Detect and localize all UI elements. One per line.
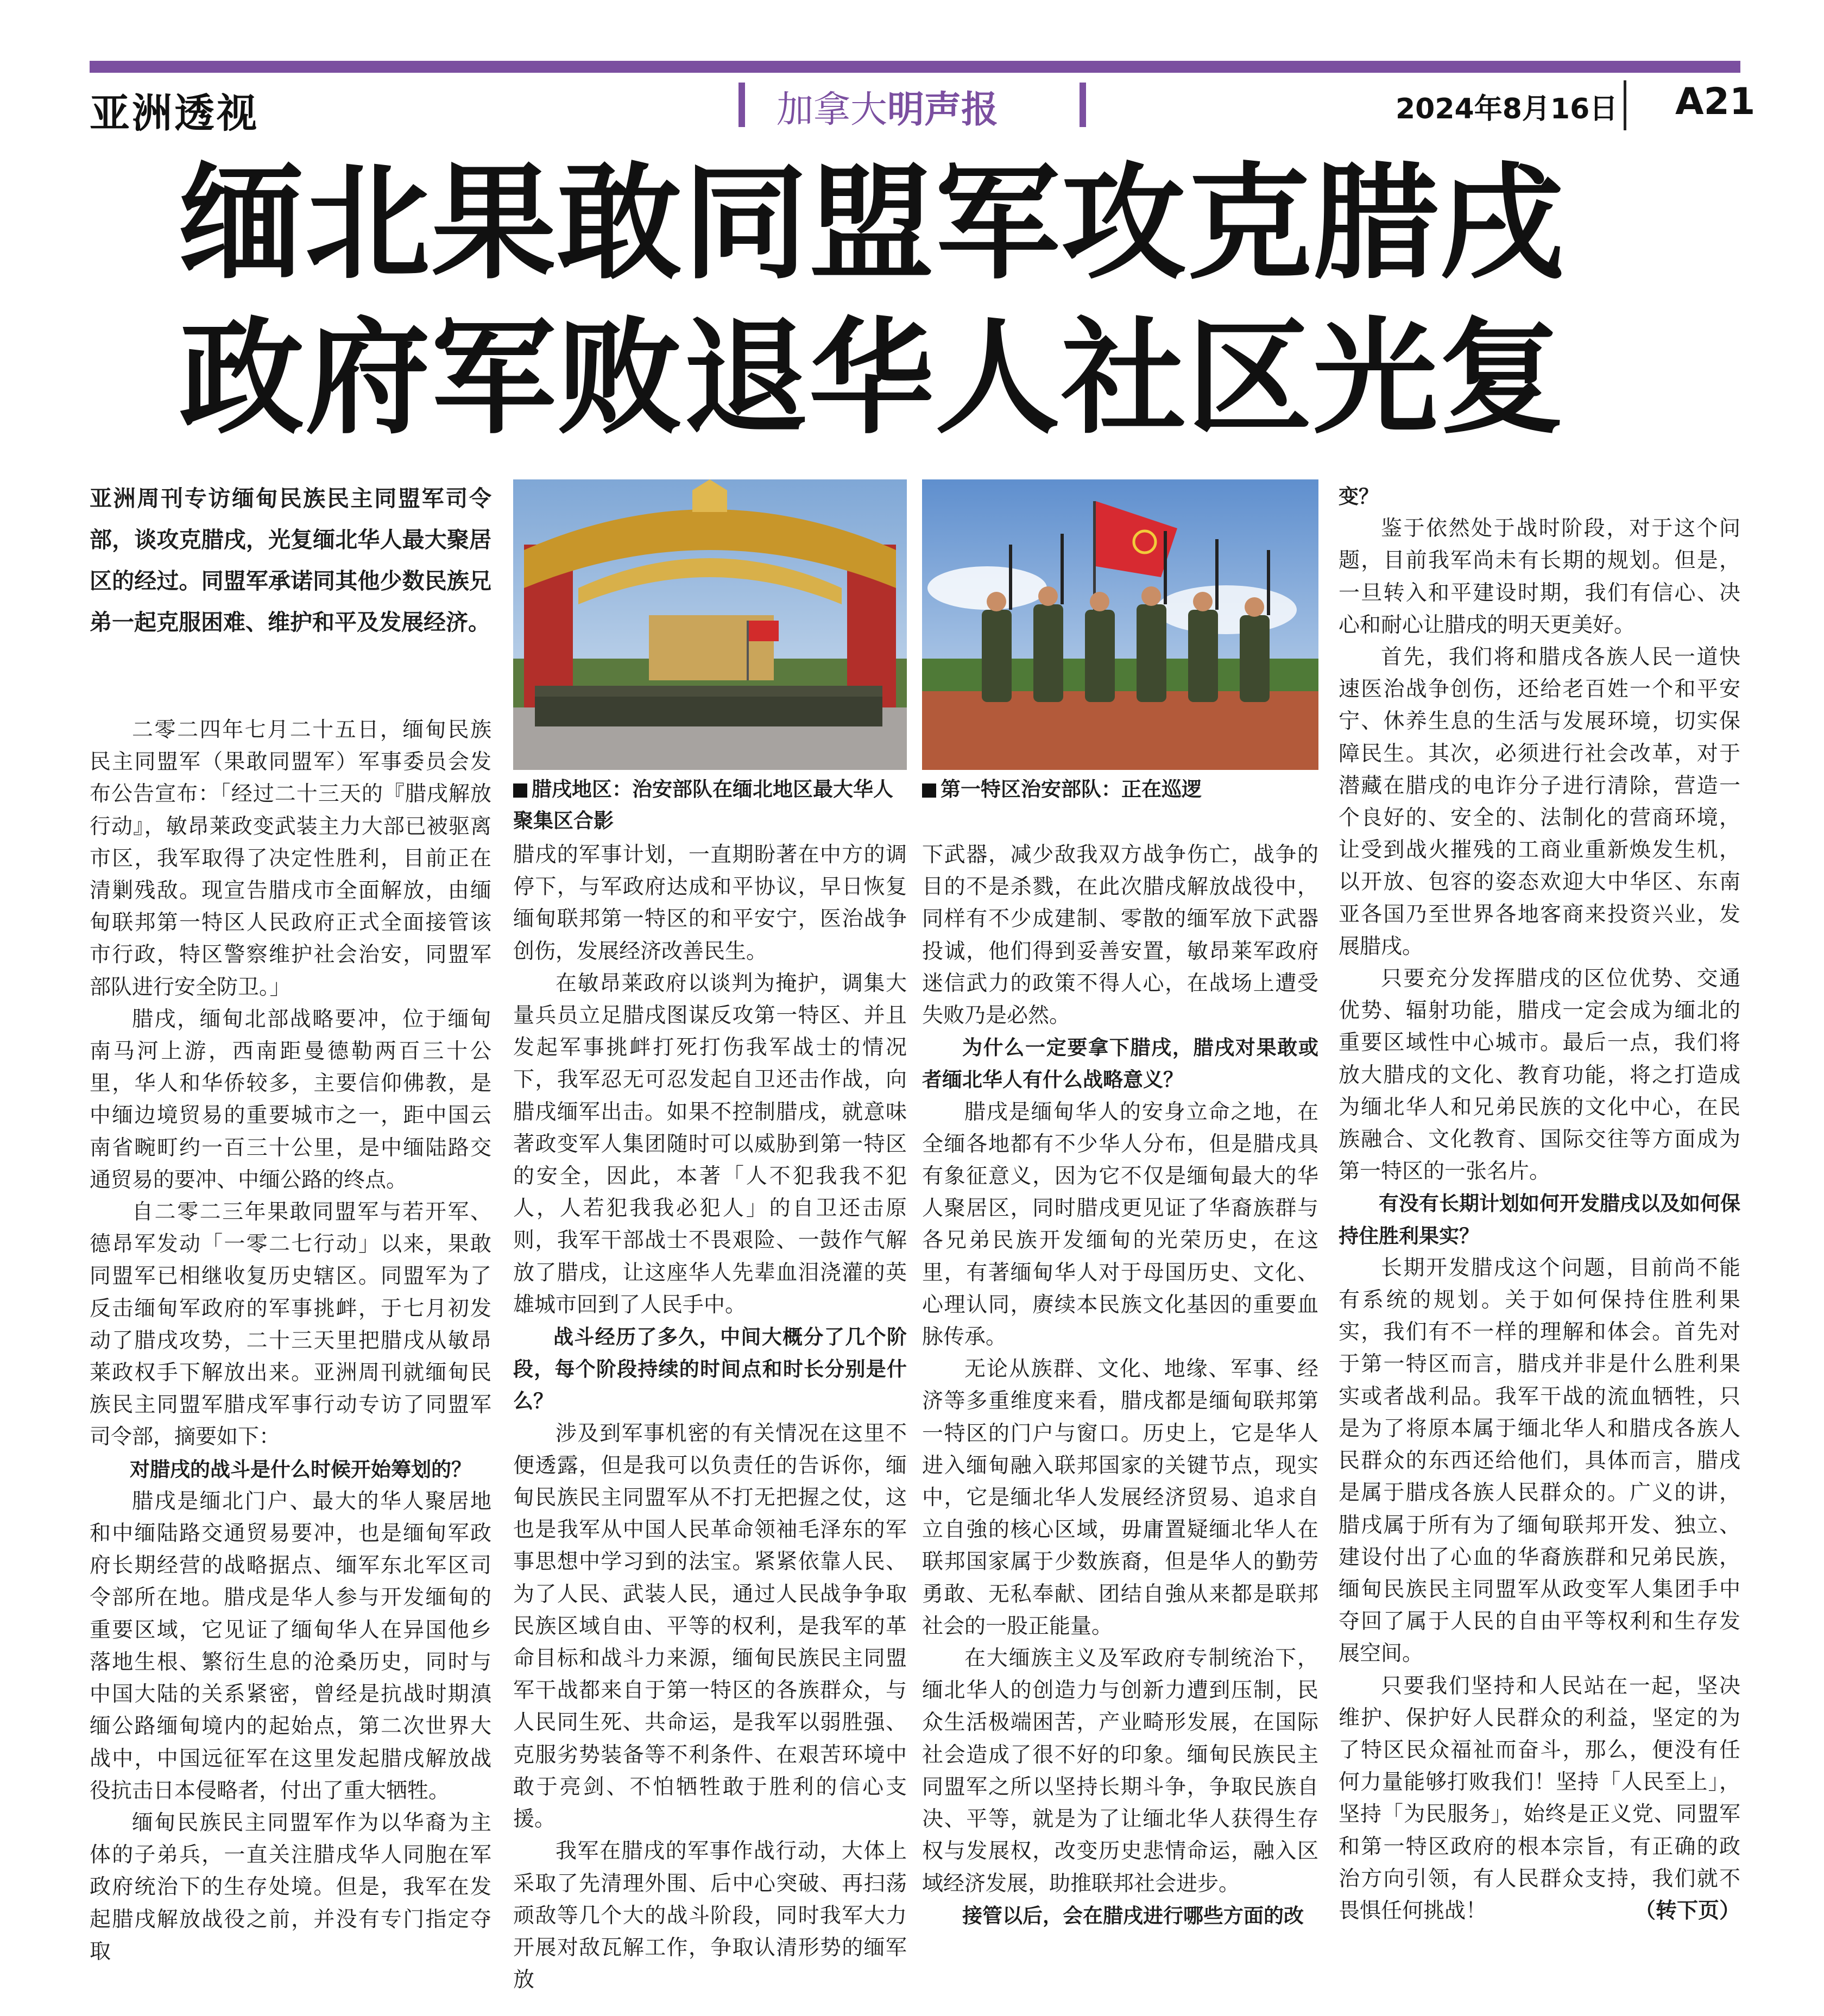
headline-line-1: 缅北果敢同盟军攻克腊戌	[179, 151, 1566, 296]
interview-question: 对腊戌的战斗是什么时候开始筹划的？	[130, 1457, 471, 1481]
photo-caption-1-text: 腊戌地区：治安部队在缅北地区最大华人聚集区合影	[513, 778, 893, 832]
article-column-3	[922, 839, 1318, 1932]
photo-patrol-image	[922, 479, 1318, 770]
paragraph: 我军在腊戌的军事作战行动，大体上采取了先清理外围、后中心突破、再扫荡顽敌等几个大的战斗阶段，同时我军大力开展对敌瓦解工作，争取认清形势的缅军放	[513, 1839, 907, 1993]
photo-patrol	[922, 479, 1318, 770]
photo-caption-1	[513, 774, 910, 837]
article-column-2	[513, 839, 907, 1996]
article-column-1	[90, 714, 491, 1968]
paragraph: 在敏昂莱政府以谈判为掩护，调集大量兵员立足腊戌图谋反攻第一特区、并且发起军事挑衅打死打伤我军战士的情况下，我军忍无可忍发起自卫还击作战，向腊戌缅军出击。如果不控制腊戌，就意味著政变军人集团随时可以威胁到第一特区的安全，因此，本著「人不犯我我不犯人，人若犯我我必犯人」的自卫还击原则，我军干部战士不畏艰险、一鼓作气解放了腊戌，让这座华人先辈血泪浇灌的英雄城市回到了人民手中。	[513, 971, 907, 1317]
masthead-prefix: 加拿大	[777, 89, 888, 131]
paragraph: 腊戌是缅北门户、最大的华人聚居地和中缅陆路交通贸易要冲，也是缅甸军政府长期经营的战略据点、缅军东北军区司令部所在地。腊戌是华人参与开发缅甸的重要区域，它见证了缅甸华人在异国他乡落地生根、繁衍生息的沧桑历史，同时与中国大陆的关系紧密，曾经是抗战时期滇缅公路缅甸境内的起始点，第二次世界大战中，中国远征军在这里发起腊戌解放战役抗击日本侵略者，付出了重大牺牲。	[90, 1489, 491, 1803]
paragraph: 长期开发腊戌这个问题，目前尚不能有系统的规划。关于如何保持住胜利果实，我们有不一样的理解和体会。首先对于第一特区而言，腊戌并非是什么胜利果实或者战利品。我军干战的流血牺牲，只是为了将原本属于缅北华人和腊戌各族人民群众的东西还给他们，具体而言，腊戌是属于腊戌各族人民群众的。广义的讲，腊戌属于所有为了缅甸联邦开发、独立、建设付出了心血的华裔族群和兄弟民族，缅甸民族民主同盟军从政变军人集团手中夺回了属于人民的自由平等权利和生存发展空间。	[1339, 1255, 1740, 1666]
section-title: 亚洲透视	[90, 90, 259, 137]
page-number: A21	[1675, 80, 1756, 123]
headline-line-2: 政府军败退华人社区光复	[179, 306, 1566, 451]
interview-question: 战斗经历了多久，中间大概分了几个阶段，每个阶段持续的时间点和时长分别是什么？	[513, 1325, 907, 1413]
paragraph: 在大缅族主义及军政府专制统治下，缅北华人的创造力与创新力遭到压制，民众生活极端困苦，产业畸形发展，在国际社会造成了很不好的印象。缅甸民族民主同盟军之所以坚持长期斗争，争取民族自决、平等，就是为了让缅北华人获得生存权与发展权，改变历史悲情命运，融入区域经济发展，助推联邦社会进步。	[922, 1646, 1318, 1896]
paragraph: 腊戌的军事计划，一直期盼著在中方的调停下，与军政府达成和平协议，早日恢复缅甸联邦第一特区的和平安宁，医治战争创伤，发展经济改善民生。	[513, 843, 907, 964]
article-column-4	[1339, 481, 1740, 1927]
caption-marker-2	[922, 783, 936, 798]
paragraph: 涉及到军事机密的有关情况在这里不便透露，但是我可以负责任的告诉你，缅甸民族民主同盟军从不打无把握之仗，这也是我军从中国人民革命领袖毛泽东的军事思想中学习到的法宝。紧紧依靠人民、为了人民、武装人民，通过人民战争争取民族区域自由、平等的权利，是我军的革命目标和战斗力来源，缅甸民族民主同盟军干战都来自于第一特区的各族群众，与人民同生死、共命运，是我军以弱胜强、克服劣势装备等不利条件、在艰苦环境中敢于亮剑、不怕牺牲敢于胜利的信心支援。	[513, 1421, 907, 1832]
paragraph: 首先，我们将和腊戌各族人民一道快速医治战争创伤，还给老百姓一个和平安宁、休养生息的生活与发展环境，切实保障民生。其次，必须进行社会改革，对于潜藏在腊戌的电诈分子进行清除，营造一个良好的、安全的、法制化的营商环境，让受到战火摧残的工商业重新焕发生机，以开放、包容的姿态欢迎大中华区、东南亚各国乃至世界各地客商来投资兴业，发展腊戌。	[1339, 645, 1740, 959]
masthead-left-bar	[739, 83, 745, 127]
paragraph-text: 只要我们坚持和人民站在一起，坚决维护、保护好人民群众的利益，坚定的为了特区民众福祉而奋斗，那么，便没有任何力量能够打败我们！坚持「人民至上」，坚持「为民服务」，始终是正义党、同盟军和第一特区政府的根本宗旨，有正确的政治方向引领，有人民群众支持，我们就不畏惧任何挑战！	[1339, 1673, 1740, 1923]
issue-date: 2024年8月16日	[1396, 93, 1618, 125]
top-rule	[90, 61, 1740, 73]
paragraph	[1339, 1670, 1740, 1927]
paragraph: 鉴于依然处于战时阶段，对于这个问题，目前我军尚未有长期的规划。但是，一旦转入和平建设时期，我们有信心、决心和耐心让腊戌的明天更美好。	[1339, 516, 1740, 637]
header-divider	[1624, 80, 1626, 130]
photo-caption-2	[922, 774, 1318, 805]
interview-question: 为什么一定要拿下腊戌，腊戌对果敢或者缅北华人有什么战略意义？	[922, 1036, 1318, 1092]
paragraph: 腊戌，缅甸北部战略要冲，位于缅甸南马河上游，西南距曼德勒两百三十公里，华人和华侨较多，主要信仰佛教，是中缅边境贸易的重要城市之一，距中国云南省畹町约一百三十公里，是中缅陆路交通贸易的要冲、中缅公路的终点。	[90, 1007, 491, 1192]
interview-question-continued: 变？	[1339, 485, 1379, 508]
headline	[179, 147, 1700, 456]
masthead-right-bar	[1080, 83, 1086, 127]
photo-lashio-gate-image	[513, 479, 907, 770]
caption-marker-1	[513, 783, 527, 798]
photo-caption-2-text: 第一特区治安部队：正在巡逻	[941, 778, 1202, 801]
masthead	[739, 77, 1086, 131]
paragraph: 下武器，减少敌我双方战争伤亡，战争的目的不是杀戮，在此次腊戌解放战役中，同样有不少成建制、零散的缅军放下武器投诚，他们得到妥善安置，敏昂莱军政府迷信武力的政策不得人心，在战场上遭受失败乃是必然。	[922, 843, 1318, 1028]
interview-question: 接管以后，会在腊戌进行哪些方面的改	[962, 1904, 1304, 1927]
paragraph: 无论从族群、文化、地缘、军事、经济等多重维度来看，腊戌都是缅甸联邦第一特区的门户与窗口。历史上，它是华人进入缅甸融入联邦国家的关键节点，现实中，它是缅北华人发展经济贸易、追求自立自強的核心区域，毋庸置疑缅北华人在联邦国家属于少数族裔，但是华人的勤劳勇敢、无私奉献、团结自強从来都是联邦社会的一股正能量。	[922, 1357, 1318, 1639]
masthead-name: 明声报	[887, 89, 999, 131]
interview-question: 有没有长期计划如何开发腊戌以及如何保持住胜利果实？	[1339, 1192, 1740, 1248]
paragraph: 只要充分发挥腊戌的区位优势、交通优势、辐射功能，腊戌一定会成为缅北的重要区域性中心城市。最后一点，我们将放大腊戌的文化、教育功能，将之打造成为缅北华人和兄弟民族的文化中心，在民族融合、文化教育、国际交往等方面成为第一特区的一张名片。	[1339, 966, 1740, 1184]
lead-paragraph: 亚洲周刊专访缅甸民族民主同盟军司令部，谈攻克腊戌，光复缅北华人最大聚居区的经过。同盟军承诺同其他少数民族兄弟一起克服困难、维护和平及发展经济。	[90, 485, 491, 635]
paragraph: 自二零二三年果敢同盟军与若开军、德昂军发动「一零二七行动」以来，果敢同盟军已相继收复历史辖区。同盟军为了反击缅甸军政府的军事挑衅，于七月初发动了腊戌攻势，二十三天里把腊戌从敏昂莱政权手下解放出来。亚洲周刊就缅甸民族民主同盟军腊戌军事行动专访了同盟军司令部，摘要如下：	[90, 1200, 491, 1450]
masthead-text	[777, 80, 998, 133]
paragraph: 二零二四年七月二十五日，缅甸民族民主同盟军（果敢同盟军）军事委员会发布公告宣布：「经过二十三天的『腊戌解放行动』，敏昂莱政变武装主力大部已被驱离市区，我军取得了决定性胜利，目前正在清剿残敌。现宣告腊戌市全面解放，由缅甸联邦第一特区人民政府正式全面接管该市行政，特区警察维护社会治安，同盟军部队进行安全防卫。」	[90, 718, 491, 1000]
photo-lashio-gate	[513, 479, 907, 770]
paragraph: 腊戌是缅甸华人的安身立命之地，在全缅各地都有不少华人分布，但是腊戌具有象征意义，因为它不仅是缅甸最大的华人聚居区，同时腊戌更见证了华裔族群与各兄弟民族开发缅甸的光荣历史，在这里，有著缅甸华人对于母国历史、文化、心理认同，赓续本民族文化基因的重要血脉传承。	[922, 1099, 1318, 1350]
paragraph: 缅甸民族民主同盟军作为以华裔为主体的子弟兵，一直关注腊戌华人同胞在军政府统治下的生存处境。但是，我军在发起腊戌解放战役之前，并没有专门指定夺取	[90, 1810, 491, 1964]
continued-next-page: （转下页）	[1634, 1898, 1740, 1923]
